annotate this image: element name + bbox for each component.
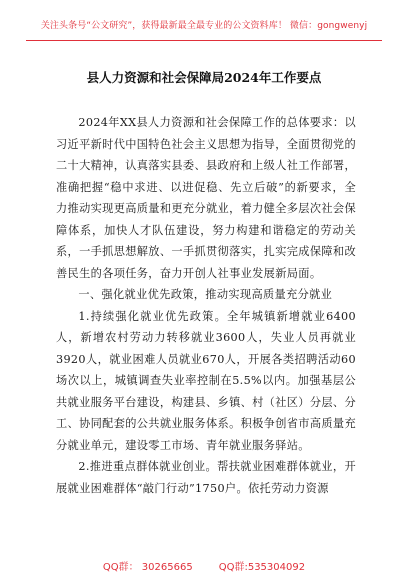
footer-qq-groups bbox=[0, 558, 408, 573]
header-divider bbox=[26, 40, 382, 41]
footer-qq-group-2: QQ群:535304092 bbox=[218, 562, 306, 573]
section-heading: 一、强化就业优先政策，推动实现高质量充分就业 bbox=[78, 288, 333, 301]
item-2-paragraph: 2.推进重点群体就业创业。帮扶就业困难群体就业，开展就业困难群体“敲门行动”1750户。依托劳动力资源 bbox=[56, 460, 356, 495]
intro-paragraph: 2024年XX县人力资源和社会保障工作的总体要求：以习近平新时代中国特色社会主义思想为指导，全面贯彻党的二十大精神，认真落实县委、县政府和上级人社工作部署，准确把握“稳中求进、以进促稳、先立后破”的新要求，全力推动实现更高质量和更充分就业，着力健全多层次社会保障体系，加快人才队伍建设，努力构建和谐稳定的劳动关系，一手抓思想解放、一手抓贯彻落实，扎实完成保障和改善民生的各项任务，奋力开创人社事业发展新局面。 bbox=[56, 116, 356, 280]
footer-qq-group-1: QQ群： 30265665 bbox=[102, 562, 193, 573]
document-title: 县人力资源和社会保障局2024年工作要点 bbox=[86, 70, 322, 85]
document-body bbox=[56, 112, 356, 499]
item-1-paragraph: 1.持续强化就业优先政策。全年城镇新增就业6400人，新增农村劳动力转移就业3600人，失业人员再就业3920人，就业困难人员就业670人，开展各类招聘活动60场次以上，城镇调查失业率控制在5.5%以内。加强基层公共就业服务平台建设，构建县、乡镇、村（社区）分层、分工、协同配套的公共就业服务体系。积极争创省市高质量充分就业单元，建设零工市场、青年就业服务驿站。 bbox=[56, 309, 356, 452]
header-banner: 关注头条号“公文研究”，获得最新最全最专业的公文资料库！ 微信：gongwenyj bbox=[40, 21, 368, 31]
